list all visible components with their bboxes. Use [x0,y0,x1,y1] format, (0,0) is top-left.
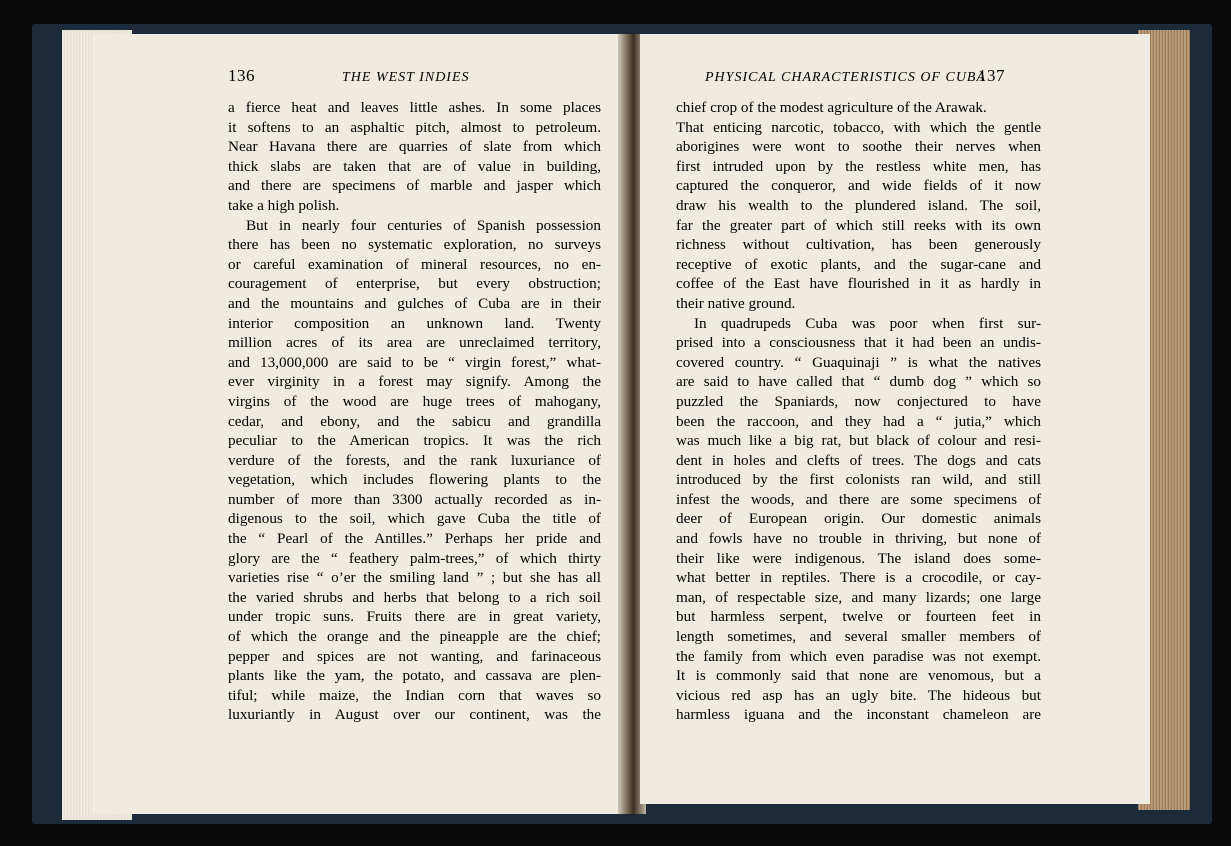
left-running-head: THE WEST INDIES [342,70,470,85]
text-line: It is commonly said that none are venomous, but a [676,667,1041,685]
text-line: virgins of the wood are huge trees of mahogany, [228,392,601,410]
text-line: a fierce heat and leaves little ashes. In some places [228,99,601,116]
text-line: their native ground. [676,294,796,312]
text-line: glory are the “ feathery palm-trees,” of which thirty [228,549,601,567]
left-page-body [228,98,601,725]
text-line: prised into a consciousness that it had been an undis- [676,334,1041,352]
text-line: draw his wealth to the plundered island. The soil, [676,196,1041,214]
text-line: introduced by the first colonists ran wild, and still [676,471,1041,489]
text-line: digenous to the soil, which gave Cuba the title of [228,510,601,528]
page-number-136: 136 [228,66,255,85]
text-line: richness without cultivation, has been generously [676,236,1041,254]
text-line: puzzled the Spaniards, now conjectured to have [676,392,1041,410]
text-line: varieties rise “ o’er the smiling land ” ; but she has all [228,569,601,587]
text-line: thick slabs are taken that are of value in building, [228,157,601,175]
text-line: first intruded upon by the restless white men, has [676,157,1041,175]
text-line: harmless iguana and the inconstant chameleon are [676,706,1041,724]
text-line: interior composition an unknown land. Twenty [228,314,601,332]
text-line: vicious red asp has an ugly bite. The hideous but [676,686,1041,704]
text-line: million acres of its area are unreclaimed territory, [228,334,601,352]
text-line: tiful; while maize, the Indian corn that waves so [228,686,601,704]
text-line: it softens to an asphaltic pitch, almost to petroleum. [228,118,601,136]
text-line: cedar, and ebony, and the sabicu and grandilla [228,412,601,430]
text-line: take a high polish. [228,196,340,214]
text-line: infest the woods, and there are some specimens of [676,490,1041,508]
text-line: pepper and spices are not wanting, and farinaceous [228,647,601,665]
text-line: been the raccoon, and they had a “ jutia,” which [676,412,1041,430]
text-line: vegetation, which includes flowering plants to the [228,471,601,489]
text-line: the varied shrubs and herbs that belong to a rich soil [228,588,601,606]
text-line: are said to have called that “ dumb dog ” which so [676,373,1041,391]
right-running-head: PHYSICAL CHARACTERISTICS OF CUBA [705,70,987,85]
text-line: and fowls have no trouble in thriving, but none of [676,530,1041,548]
text-line: far the greater part of which still reeks with its own [676,216,1041,234]
text-line: or careful examination of mineral resources, no en- [228,255,601,273]
text-line: Near Havana there are quarries of slate from which [228,138,601,156]
text-line: luxuriantly in August over our continent, was the [228,706,601,724]
text-line: was much like a big rat, but black of colour and resi- [676,432,1041,450]
text-line: there has been no systematic exploration, no surveys [228,236,601,254]
text-line: the “ Pearl of the Antilles.” Perhaps her pride and [228,530,601,548]
text-line: verdure of the forests, and the rank luxuriance of [228,451,601,469]
text-line: and the mountains and gulches of Cuba are in their [228,294,601,312]
text-line: That enticing narcotic, tobacco, with which the gentle [676,118,1041,136]
text-line: aborigines were wont to soothe their nerves when [676,138,1041,156]
text-line: deer of European origin. Our domestic animals [676,510,1041,528]
text-line: man, of respectable size, and many lizards; one large [676,588,1041,606]
text-line: ever virginity in a forest may signify. Among the [228,373,601,391]
right-page-body [676,98,1041,725]
text-line: plants like the yam, the potato, and cassava are plen- [228,667,601,685]
right-page-number [978,66,1005,86]
text-line: peculiar to the American tropics. It was the rich [228,432,601,450]
text-line: and there are specimens of marble and jasper which [228,177,601,195]
text-line: and 13,000,000 are said to be “ virgin forest,” what- [228,353,601,371]
text-line: chief crop of the modest agriculture of the Arawak. [676,99,987,116]
text-line: In quadrupeds Cuba was poor when first sur- [694,314,1041,332]
text-line: their like were indigenous. The island does some- [676,549,1041,567]
text-line: length sometimes, and several smaller members of [676,628,1041,646]
text-line: the family from which even paradise was not exempt. [676,647,1041,665]
text-line: dent in holes and clefts of trees. The dogs and cats [676,451,1041,469]
text-line: under tropic suns. Fruits there are in great variety, [228,608,601,626]
text-line: what better in reptiles. There is a crocodile, or cay- [676,569,1041,587]
text-line: receptive of exotic plants, and the sugar-cane and [676,255,1041,273]
text-line: captured the conqueror, and wide fields of it now [676,177,1041,195]
text-line: of which the orange and the pineapple are the chief; [228,628,601,646]
text-line: but harmless serpent, twelve or fourteen feet in [676,608,1041,626]
page-number-137: 137 [978,66,1005,85]
text-line: But in nearly four centuries of Spanish possession [246,216,601,234]
text-line: couragement of enterprise, but every obstruction; [228,275,601,293]
text-line: coffee of the East have flourished in it as hardly in [676,275,1041,293]
left-page-number [228,66,255,86]
text-line: covered country. “ Guaquinaji ” is what the natives [676,353,1041,371]
text-line: number of more than 3300 actually recorded as in- [228,490,601,508]
